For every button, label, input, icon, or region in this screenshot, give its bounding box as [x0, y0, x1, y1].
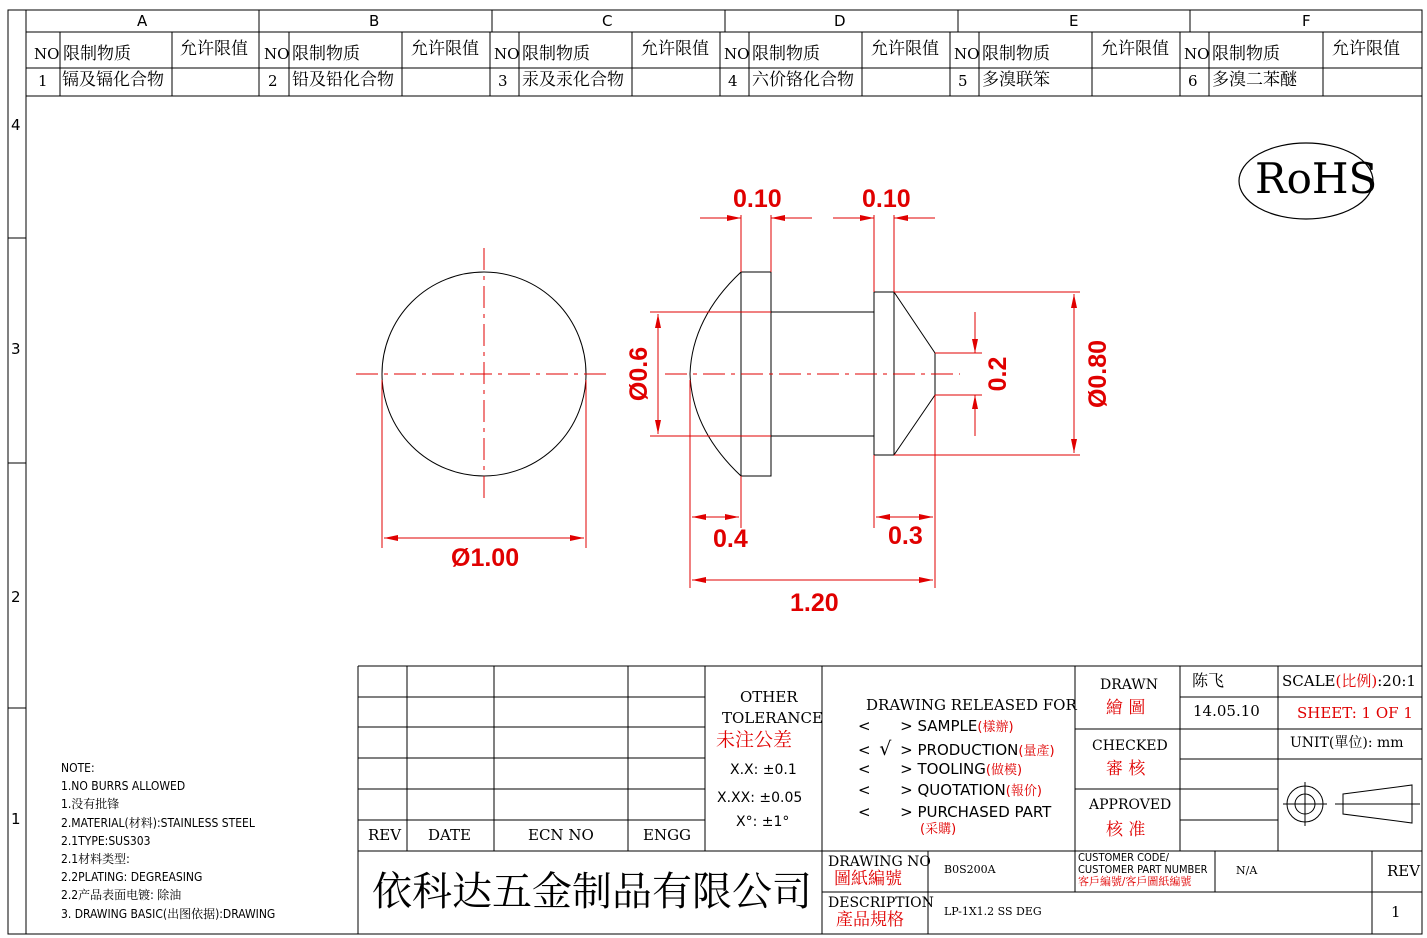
substance-header-no: NO — [1184, 45, 1210, 63]
substance-header-name: 限制物质 — [1212, 44, 1280, 64]
tolerance-xx: X.XX: ±0.05 — [717, 790, 803, 806]
substance-no: 4 — [728, 72, 738, 90]
dim-shank-diameter: Ø0.6 — [625, 346, 653, 402]
engg-header: ENGG — [643, 826, 692, 844]
zone-col-c: C — [602, 12, 613, 30]
zone-col-b: B — [369, 12, 380, 30]
substance-header-no: NO — [264, 45, 290, 63]
note-line: 2.1材料类型: — [61, 852, 130, 867]
checked-label: CHECKED — [1092, 738, 1168, 754]
zone-col-d: D — [834, 12, 846, 30]
release-label: > PRODUCTION — [900, 741, 1019, 759]
unit-label-cn: (單位) — [1328, 735, 1368, 751]
substance-header-name: 限制物质 — [752, 44, 820, 64]
zone-row-1: 1 — [11, 810, 21, 828]
substance-name: 汞及汞化合物 — [522, 70, 624, 90]
dim-collar-thickness: 0.10 — [862, 185, 911, 213]
release-option[interactable] — [858, 762, 1022, 777]
sheet-count: SHEET: 1 OF 1 — [1297, 704, 1413, 722]
release-check-icon: √ — [879, 738, 892, 760]
substance-header-no: NO — [34, 45, 60, 63]
substance-no: 5 — [958, 72, 968, 90]
substance-header-limit: 允许限值 — [411, 39, 479, 59]
dim-head-length: 0.4 — [713, 525, 748, 553]
note-line: 2.MATERIAL(材料):STAINLESS STEEL — [61, 815, 255, 830]
tolerance-x: X.X: ±0.1 — [730, 762, 797, 778]
note-line: 1.NO BURRS ALLOWED — [61, 779, 186, 794]
drawing-no-label-cn: 圖紙編號 — [834, 869, 902, 889]
rev-label: REV — [1387, 862, 1421, 880]
release-label: > PURCHASED PART — [900, 803, 1052, 821]
release-title: DRAWING RELEASED FOR — [866, 696, 1077, 714]
customer-label-cn: 客戶編號/客戶圖紙編號 — [1078, 875, 1192, 888]
note-line: 1.没有批锋 — [61, 797, 120, 812]
release-label-cn: (樣辦) — [977, 720, 1014, 735]
release-label-cn: (采購) — [920, 822, 957, 837]
drawn-label-cn: 繪 圖 — [1106, 698, 1146, 718]
substance-name: 镉及镉化合物 — [62, 70, 164, 90]
release-bracket: < — [858, 781, 871, 799]
description-label: DESCRIPTION — [828, 895, 934, 911]
release-label-cn: (做模) — [985, 763, 1023, 778]
release-bracket: < — [858, 760, 871, 778]
substance-header-limit: 允许限值 — [1101, 39, 1169, 59]
rev-header: REV — [368, 826, 402, 844]
customer-value: N/A — [1236, 864, 1258, 877]
rohs-mark: RoHS — [1255, 154, 1378, 203]
checked-label-cn: 審 核 — [1106, 759, 1146, 779]
release-bracket: < — [858, 803, 871, 821]
dim-tip-length: 0.3 — [888, 522, 923, 550]
unit-value: : mm — [1367, 735, 1404, 751]
substance-no: 3 — [498, 72, 508, 90]
tolerance-title-1: OTHER — [740, 688, 798, 706]
tolerance-angle: X°: ±1° — [736, 814, 790, 830]
dim-overall-length: 1.20 — [790, 589, 839, 617]
substance-header-name: 限制物质 — [522, 44, 590, 64]
drawn-date: 14.05.10 — [1193, 702, 1260, 720]
substance-no: 1 — [38, 72, 48, 90]
approved-label: APPROVED — [1089, 797, 1172, 813]
release-label: > TOOLING — [900, 760, 986, 778]
dim-circle-diameter: Ø1.00 — [451, 544, 520, 572]
scale-label-cn: (比例) — [1335, 672, 1378, 690]
zone-col-f: F — [1302, 12, 1311, 30]
dim-head-thickness: 0.10 — [733, 185, 782, 213]
release-option[interactable] — [858, 719, 1014, 734]
substance-header-name: 限制物质 — [982, 44, 1050, 64]
substance-header-limit: 允许限值 — [1332, 39, 1400, 59]
customer-label-1: CUSTOMER CODE/ — [1078, 851, 1169, 864]
rev-value: 1 — [1391, 903, 1401, 921]
drawing-no-label: DRAWING NO — [828, 854, 931, 870]
release-label: > QUOTATION — [900, 781, 1006, 799]
notes-block — [61, 759, 275, 923]
substance-header-no: NO — [954, 45, 980, 63]
dim-tip-diameter: Ø0.80 — [1084, 339, 1112, 409]
substance-name: 多溴联笨 — [982, 70, 1050, 90]
substance-no: 2 — [268, 72, 278, 90]
zone-row-2: 2 — [11, 588, 21, 606]
release-label-cn: (報价) — [1005, 784, 1042, 799]
ecn-header: ECN NO — [528, 826, 594, 844]
release-label: > SAMPLE — [900, 717, 978, 735]
note-line: 3. DRAWING BASIC(出图依据):DRAWING — [61, 906, 276, 921]
note-line: 2.2PLATING: DEGREASING — [61, 870, 203, 885]
release-bracket: < — [858, 717, 871, 735]
substance-header-no: NO — [494, 45, 520, 63]
substance-header-name: 限制物质 — [292, 44, 360, 64]
note-line: 2.2产品表面电镀: 除油 — [61, 888, 182, 903]
description-label-cn: 產品規格 — [836, 910, 904, 930]
date-header: DATE — [428, 826, 471, 844]
customer-label-2: CUSTOMER PART NUMBER — [1078, 863, 1208, 876]
unit-label: UNIT — [1290, 735, 1329, 751]
tolerance-title-cn: 未注公差 — [716, 729, 793, 751]
zone-col-e: E — [1069, 12, 1079, 30]
release-bracket: < — [858, 741, 871, 759]
description-value: LP-1X1.2 SS DEG — [944, 905, 1042, 918]
substance-header-no: NO — [724, 45, 750, 63]
note-line: NOTE: — [61, 761, 95, 775]
substance-no: 6 — [1188, 72, 1198, 90]
release-label-cn: (量產) — [1018, 744, 1055, 759]
company-name: 依科达五金制品有限公司 — [372, 869, 812, 915]
scale-value: :20:1 — [1377, 672, 1416, 690]
projection-symbol-icon — [1283, 782, 1420, 826]
drawing-no-value: B0S200A — [944, 863, 996, 876]
substance-name: 铅及铅化合物 — [292, 70, 394, 90]
tolerance-title-2: TOLERANCE — [722, 709, 823, 727]
zone-row-4: 4 — [11, 116, 21, 134]
dim-tip-flat: 0.2 — [984, 356, 1012, 392]
scale-label: SCALE — [1282, 672, 1336, 690]
substance-header-limit: 允许限值 — [871, 39, 939, 59]
drawn-by: 陈飞 — [1192, 671, 1225, 690]
release-option[interactable] — [858, 805, 1051, 820]
scale-field — [1282, 674, 1416, 689]
release-option[interactable] — [858, 740, 1055, 759]
front-view-circle — [356, 248, 608, 548]
substance-name: 多溴二苯醚 — [1212, 70, 1297, 90]
substance-header-name: 限制物质 — [63, 44, 131, 64]
drawn-label: DRAWN — [1100, 677, 1158, 693]
zone-row-3: 3 — [11, 340, 21, 358]
note-line: 2.1TYPE:SUS303 — [61, 833, 151, 848]
substance-header-limit: 允许限值 — [641, 39, 709, 59]
zone-col-a: A — [137, 12, 148, 30]
substance-name: 六价铬化合物 — [752, 70, 854, 90]
approved-label-cn: 核 准 — [1106, 820, 1146, 840]
unit-field — [1290, 736, 1404, 750]
substance-header-limit: 允许限值 — [180, 39, 248, 59]
release-option[interactable] — [858, 783, 1042, 798]
